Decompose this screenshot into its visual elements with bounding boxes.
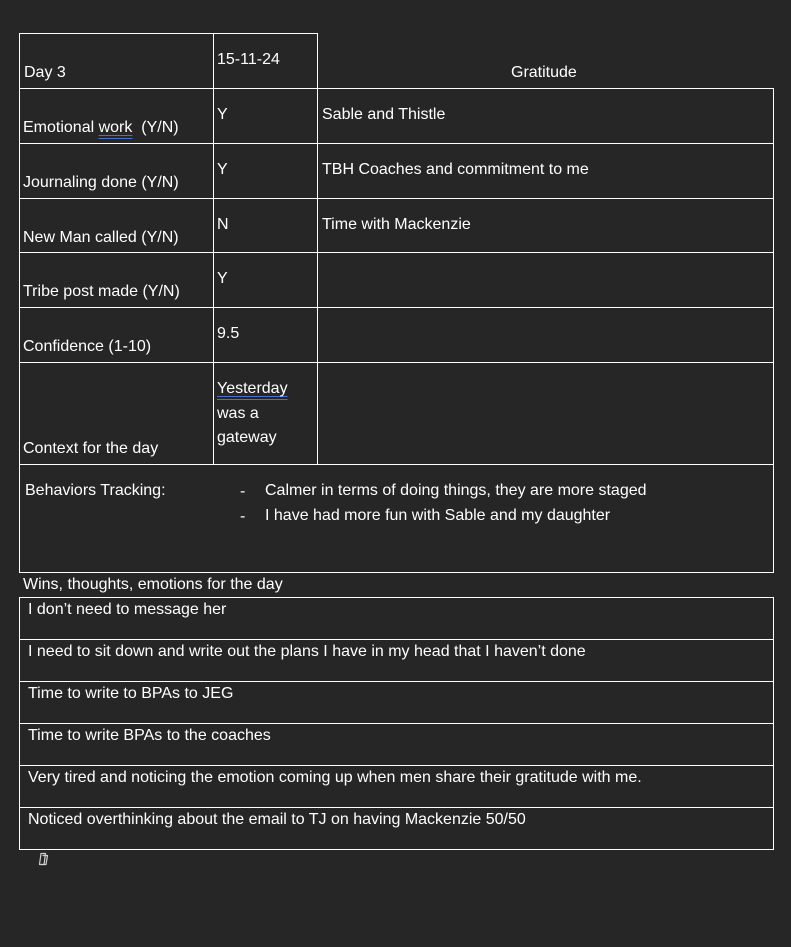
context-line-2: was a xyxy=(217,405,259,422)
row-value: Y xyxy=(217,161,228,178)
win-item-text: I don’t need to message her xyxy=(28,601,227,618)
row-label: Confidence (1-10) xyxy=(23,338,152,355)
wins-heading: Wins, thoughts, emotions for the day xyxy=(23,576,283,593)
row-value-cell xyxy=(213,252,318,308)
list-item xyxy=(19,639,774,682)
row-label: New Man called (Y/N) xyxy=(23,229,179,246)
row-value-cell xyxy=(213,143,318,199)
row-label-cell xyxy=(19,307,214,363)
row-label-cell xyxy=(19,88,214,144)
win-item-text: Time to write to BPAs to JEG xyxy=(28,685,234,702)
gratitude-header: Gratitude xyxy=(511,64,577,81)
date-value: 15-11-24 xyxy=(217,51,280,68)
row-value: Y xyxy=(217,106,228,123)
spell-flag-work: work xyxy=(98,119,133,136)
day-label: Day 3 xyxy=(24,64,66,81)
row-value-cell xyxy=(213,88,318,144)
copilot-icon[interactable] xyxy=(36,852,50,866)
row-label-cell xyxy=(19,198,214,253)
gratitude-cell xyxy=(317,143,774,199)
list-item xyxy=(19,765,774,808)
list-item xyxy=(19,723,774,766)
context-value-cell xyxy=(213,362,318,465)
bullet-dash: - xyxy=(240,508,246,525)
row-label: Emotional work (Y/N) xyxy=(23,119,179,136)
gratitude-item: TBH Coaches and commitment to me xyxy=(322,161,589,178)
gratitude-item: Time with Mackenzie xyxy=(322,216,471,233)
gratitude-cell xyxy=(317,252,774,308)
date-cell xyxy=(213,33,318,89)
behavior-item: Calmer in terms of doing things, they are more staged xyxy=(265,482,647,499)
behavior-item: I have had more fun with Sable and my daughter xyxy=(265,507,611,524)
gratitude-cell xyxy=(317,362,774,465)
gratitude-cell xyxy=(317,88,774,144)
behaviors-label: Behaviors Tracking: xyxy=(25,482,166,499)
row-label: Journaling done (Y/N) xyxy=(23,174,179,191)
row-label-cell xyxy=(19,252,214,308)
row-label: Tribe post made (Y/N) xyxy=(23,283,180,300)
win-item-text: Very tired and noticing the emotion coming up when men share their gratitude with me. xyxy=(28,769,642,786)
bullet-dash: - xyxy=(240,483,246,500)
win-item-text: I need to sit down and write out the plans I have in my head that I haven’t done xyxy=(28,643,586,660)
row-label-cell xyxy=(19,143,214,199)
row-value-cell xyxy=(213,198,318,253)
win-item-text: Time to write BPAs to the coaches xyxy=(28,727,271,744)
list-item xyxy=(19,597,774,640)
list-item xyxy=(19,681,774,724)
list-item xyxy=(19,807,774,850)
context-line-3: gateway xyxy=(217,429,277,446)
behaviors-cell xyxy=(19,464,774,573)
gratitude-cell xyxy=(317,307,774,363)
row-value-cell xyxy=(213,307,318,363)
row-value: N xyxy=(217,216,229,233)
day-label-cell xyxy=(19,33,214,89)
row-value: Y xyxy=(217,270,228,287)
context-label: Context for the day xyxy=(23,440,159,457)
gratitude-cell xyxy=(317,198,774,253)
context-label-cell xyxy=(19,362,214,465)
context-line-1: Yesterday xyxy=(217,380,288,397)
row-value: 9.5 xyxy=(217,325,240,342)
win-item-text: Noticed overthinking about the email to TJ on having Mackenzie 50/50 xyxy=(28,811,526,828)
gratitude-item: Sable and Thistle xyxy=(322,106,446,123)
